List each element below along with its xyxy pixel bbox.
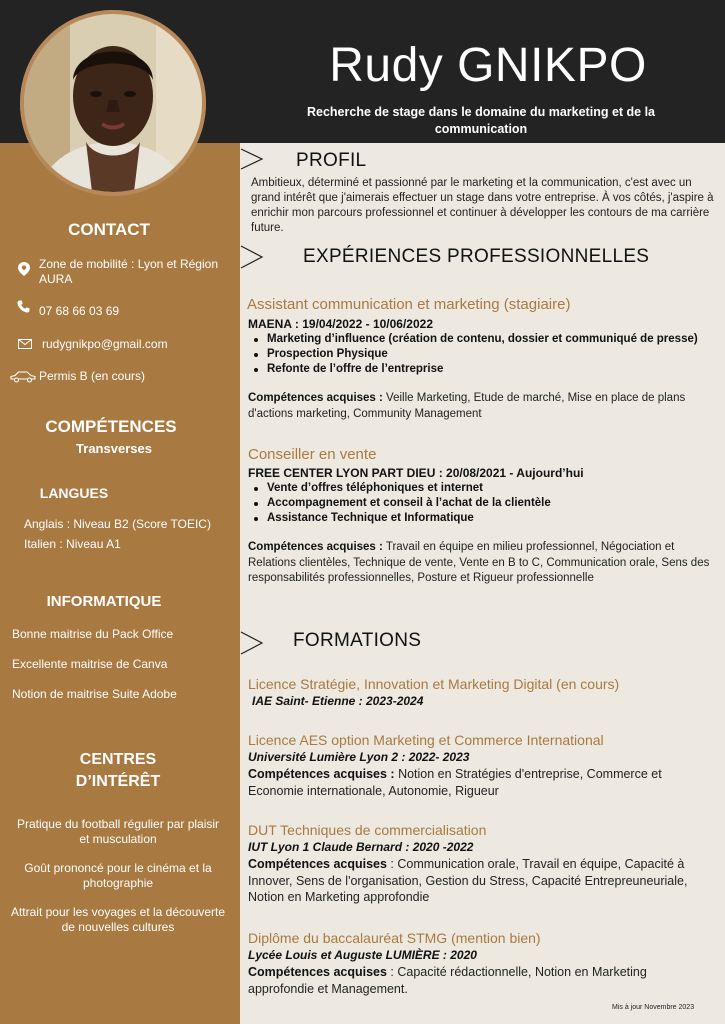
chevron-right-icon	[240, 631, 264, 655]
it-skill-adobe: Notion de maitrise Suite Adobe	[12, 687, 177, 701]
list-item: Vente d’offres téléphoniques et internet	[248, 481, 718, 496]
language-level: Niveau A1	[62, 537, 121, 551]
list-item: Accompagnement et conseil à l’achat de la clientèle	[248, 496, 718, 511]
education-skills	[248, 964, 716, 997]
skills-label: Compétences acquises :	[248, 767, 395, 781]
contact-mobility: Zone de mobilité : Lyon et Région AURA	[39, 257, 218, 286]
sidebar	[0, 143, 240, 1024]
language-label: Anglais :	[24, 517, 71, 531]
education-school: IAE Saint- Etienne : 2023-2024	[252, 694, 424, 708]
education-title: DUT Techniques de commercialisation	[248, 822, 487, 838]
contact-phone[interactable]: 07 68 66 03 69	[39, 304, 120, 318]
location-pin-icon	[18, 262, 30, 276]
list-item: Marketing d’influence (création de contenu, dossier et communiqué de presse)	[248, 332, 718, 347]
skills-label: Compétences acquises :	[248, 392, 383, 404]
job-title: Assistant communication et marketing (stagiaire)	[247, 296, 571, 313]
skills-text: Travail en équipe en milieu professionnel, Négociation et Relations clientèles, Technique de vente, Vente en B to C, Communication orale, Sens des responsabilités professionnelles, Posture et Rigueur professionnelle	[248, 541, 710, 584]
job-skills	[248, 540, 718, 587]
job-company-dates: MAENA : 19/04/2022 - 10/06/2022	[248, 317, 433, 331]
language-level: Niveau B2 (Score TOEIC)	[70, 517, 211, 531]
skills-text: : Capacité rédactionnelle, Notion en Marketing approfondie et Management.	[248, 965, 647, 996]
list-item: Prospection Physique	[248, 347, 718, 362]
list-item: Refonte de l’offre de l’entreprise	[248, 362, 718, 377]
language-italian	[24, 537, 234, 552]
candidate-name: Rudy GNIKPO	[329, 39, 647, 92]
it-skill-canva: Excellente maitrise de Canva	[12, 657, 168, 671]
competences-subheading: Transverses	[76, 441, 152, 456]
interests-heading-line1: CENTRES	[79, 751, 157, 768]
portrait-image	[24, 14, 202, 192]
chevron-right-icon	[240, 245, 264, 269]
phone-icon	[17, 300, 30, 313]
profile-photo-frame	[20, 10, 206, 196]
car-icon	[10, 370, 36, 383]
interests-heading-line2: D’INTÉRÊT	[75, 773, 161, 790]
contact-email[interactable]: rudygnikpo@gmail.com	[42, 337, 168, 351]
education-school: Lycée Louis et Auguste LUMIÈRE : 2020	[248, 948, 477, 962]
skills-text: : Communication orale, Travail en équipe, Capacité à Innover, Sens de l'organisation, Gestion du Stress, Capacité Entrepreuneuriale, Notion en Marketing approfondie	[248, 857, 688, 904]
language-label: Italien :	[24, 537, 63, 551]
list-item: Assistance Technique et Informatique	[248, 511, 718, 526]
job-company-dates: FREE CENTER LYON PART DIEU : 20/08/2021 - Aujourd’hui	[248, 466, 584, 480]
job-skills	[248, 391, 718, 422]
experiences-heading: EXPÉRIENCES PROFESSIONNELLES	[303, 246, 650, 267]
last-updated-note: Mis à jour Novembre 2023	[612, 1004, 695, 1011]
education-title: Licence AES option Marketing et Commerce International	[248, 732, 604, 748]
it-skill-office: Bonne maitrise du Pack Office	[12, 627, 174, 641]
formations-heading: FORMATIONS	[293, 630, 422, 651]
informatique-heading: INFORMATIQUE	[46, 593, 162, 610]
competences-heading: COMPÉTENCES	[45, 417, 177, 436]
contact-license: Permis B (en cours)	[39, 369, 146, 383]
skills-text: Notion en Stratégies d'entreprise, Commerce et Economie internationale, Autonomie, Rigueur	[248, 767, 662, 798]
interest-travel: Attrait pour les voyages et la découverte de nouvelles cultures	[10, 905, 226, 934]
interest-cinema: Goût prononcé pour le cinéma et la photographie	[24, 861, 212, 890]
langues-heading: LANGUES	[39, 485, 109, 501]
skills-label: Compétences acquises :	[248, 541, 383, 553]
education-title: Diplôme du baccalauréat STMG (mention bien)	[248, 930, 541, 946]
education-title: Licence Stratégie, Innovation et Marketing Digital (en cours)	[248, 676, 620, 692]
chevron-right-icon	[240, 148, 264, 170]
job-search-subtitle: Recherche de stage dans le domaine du marketing et de la communication	[306, 105, 656, 136]
contact-heading: CONTACT	[68, 220, 150, 239]
skills-label: Compétences acquises	[248, 965, 387, 979]
profil-text: Ambitieux, déterminé et passionné par le marketing et la communication, c'est avec un grand intérêt que j'aimerais effectuer un stage dans votre entreprise. À vos côtés, j'aspire à enrichir mon parcours professionnel et continuer à développer les contours de ma carrière future.	[251, 177, 714, 234]
education-skills	[248, 766, 716, 799]
language-english	[24, 517, 234, 532]
education-school: Université Lumière Lyon 2 : 2022- 2023	[248, 750, 470, 764]
profil-heading: PROFIL	[296, 150, 367, 171]
interest-football: Pratique du football régulier par plaisir et musculation	[16, 817, 220, 846]
job-tasks-list	[248, 332, 718, 377]
education-school: IUT Lyon 1 Claude Bernard : 2020 -2022	[248, 840, 474, 854]
mail-icon	[18, 339, 32, 349]
education-skills	[248, 856, 716, 906]
skills-text: Veille Marketing, Etude de marché, Mise en place de plans d'actions marketing, Community Management	[248, 392, 686, 420]
job-tasks-list	[248, 481, 718, 526]
skills-label: Compétences acquises	[248, 857, 387, 871]
job-title: Conseiller en vente	[248, 446, 377, 463]
